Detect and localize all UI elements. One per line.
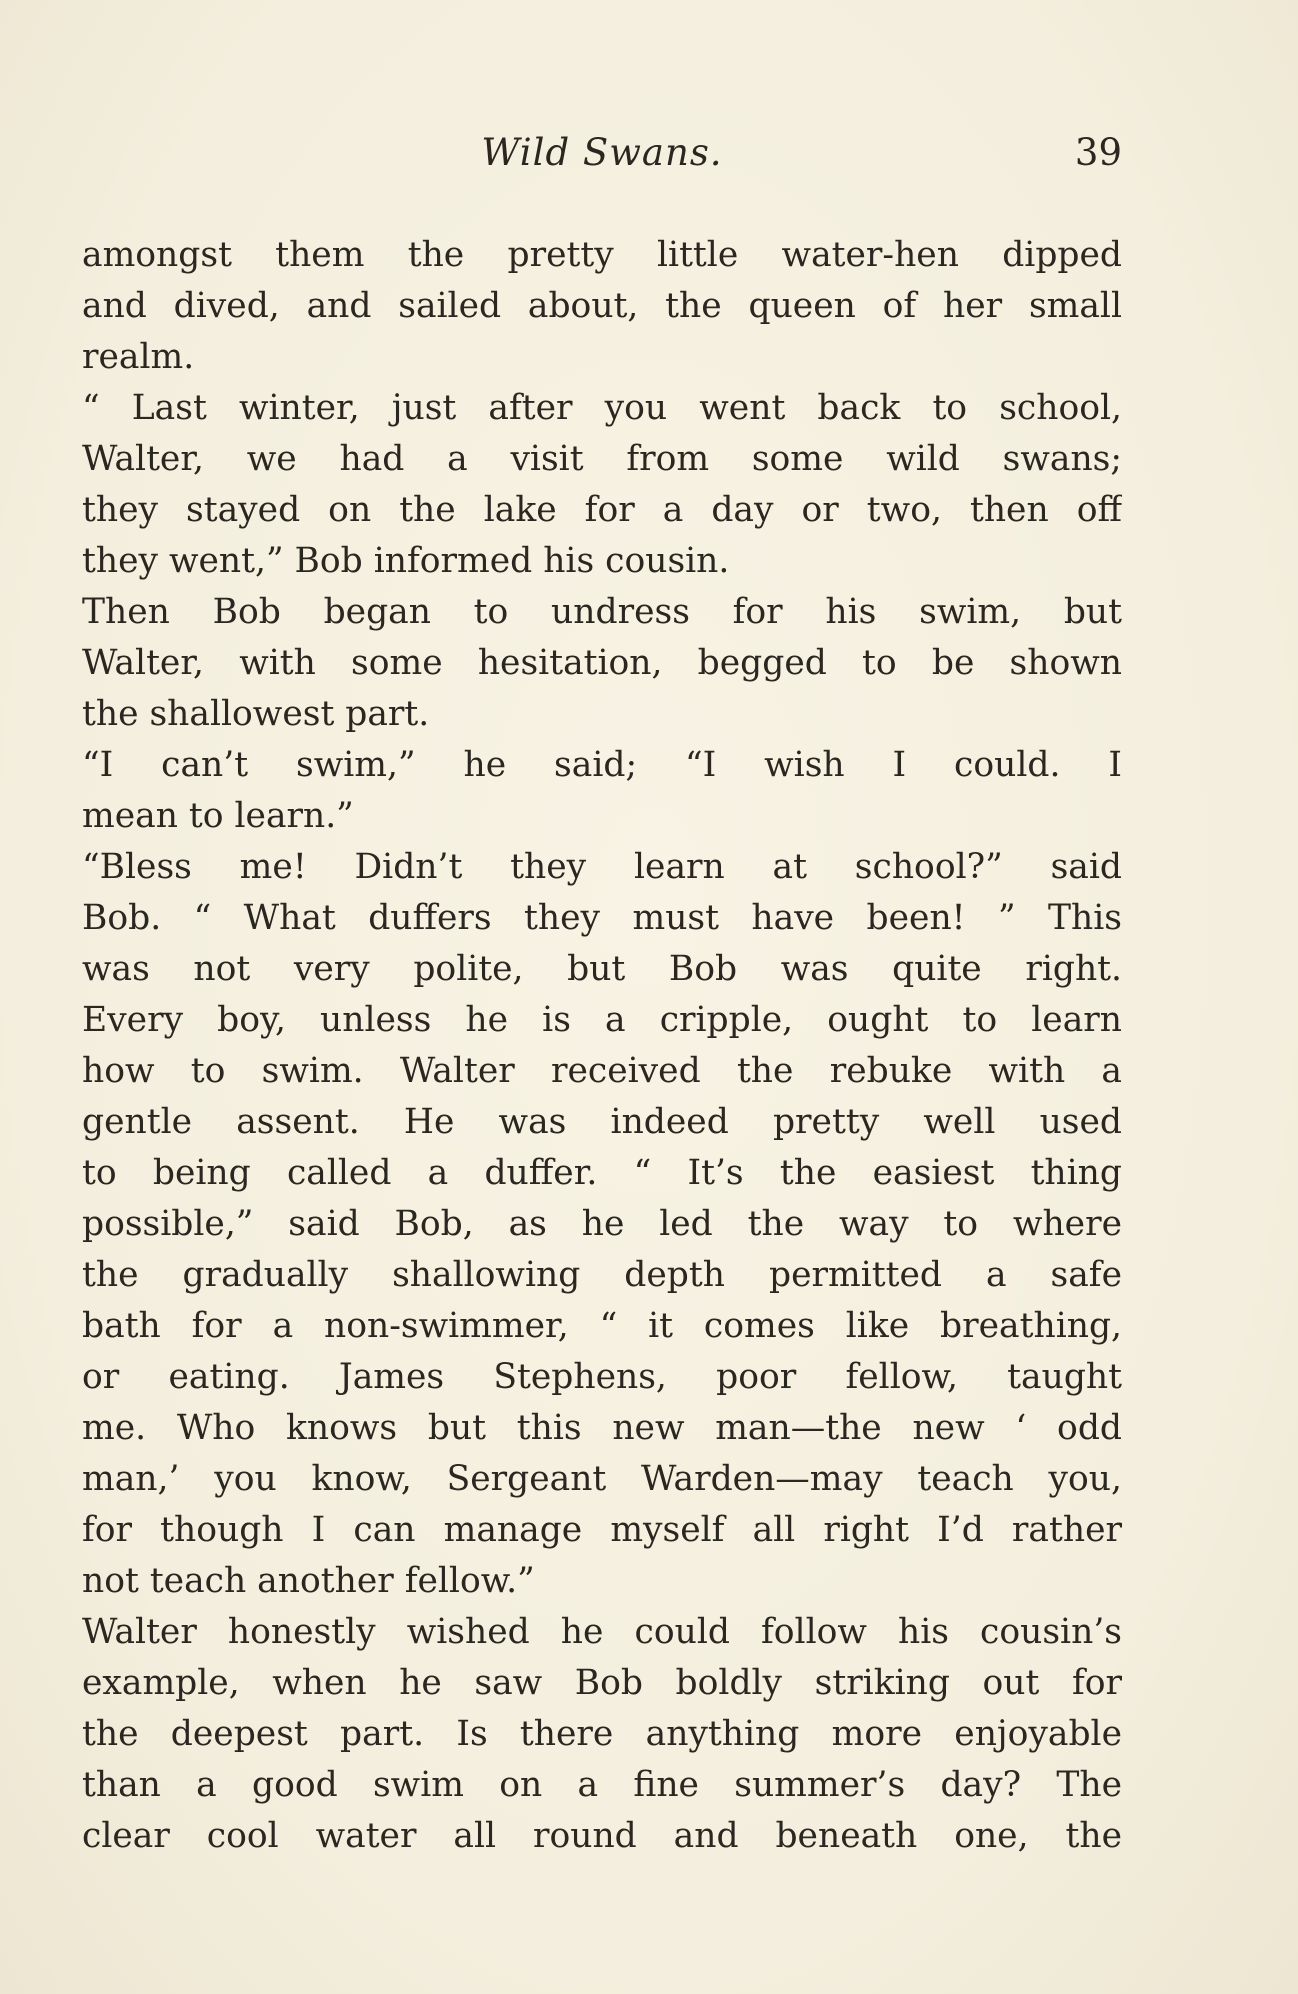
text-line: bath for a non-swimmer, “ it comes like breathing,: [82, 1306, 1122, 1346]
text-line: was not very polite, but Bob was quite right.: [82, 949, 1122, 989]
text-line: the gradually shallowing depth permitted a safe: [82, 1255, 1122, 1295]
text-line: not teach another fellow.”: [82, 1561, 535, 1601]
text-line: the shallowest part.: [82, 694, 430, 734]
text-line: amongst them the pretty little water-hen dipped: [82, 235, 1122, 275]
text-line: to being called a duffer. “ It’s the easiest thing: [82, 1153, 1122, 1193]
body-text: [82, 230, 1122, 1862]
text-line: mean to learn.”: [82, 796, 354, 836]
text-line: they stayed on the lake for a day or two, then off: [82, 490, 1122, 530]
text-line: me. Who knows but this new man—the new ‘ odd: [82, 1408, 1122, 1448]
text-line: and dived, and sailed about, the queen of her small: [82, 286, 1122, 326]
text-line: possible,” said Bob, as he led the way to where: [82, 1204, 1122, 1244]
text-line: than a good swim on a fine summer’s day? The: [82, 1765, 1122, 1805]
text-line: Walter honestly wished he could follow his cousin’s: [82, 1612, 1122, 1652]
page-header: [82, 128, 1122, 178]
text-line: Walter, with some hesitation, begged to be shown: [82, 643, 1122, 683]
text-line: how to swim. Walter received the rebuke with a: [82, 1051, 1122, 1091]
text-line: clear cool water all round and beneath one, the: [82, 1816, 1122, 1856]
text-line: man,’ you know, Sergeant Warden—may teach you,: [82, 1459, 1122, 1499]
page-number: 39: [1074, 131, 1122, 174]
text-line: Then Bob began to undress for his swim, but: [82, 592, 1122, 632]
text-line: Every boy, unless he is a cripple, ought to learn: [82, 1000, 1122, 1040]
text-line: “ Last winter, just after you went back to school,: [82, 388, 1122, 428]
running-title: Wild Swans.: [481, 131, 723, 174]
text-line: for though I can manage myself all right I’d rather: [82, 1510, 1122, 1550]
text-line: “I can’t swim,” he said; “I wish I could. I: [82, 745, 1122, 785]
text-line: “Bless me! Didn’t they learn at school?” said: [82, 847, 1122, 887]
text-line: they went,” Bob informed his cousin.: [82, 541, 730, 581]
text-line: example, when he saw Bob boldly striking out for: [82, 1663, 1122, 1703]
text-line: realm.: [82, 337, 195, 377]
text-line: Bob. “ What duffers they must have been! ” This: [82, 898, 1122, 938]
text-line: the deepest part. Is there anything more enjoyable: [82, 1714, 1122, 1754]
text-line: Walter, we had a visit from some wild swans;: [82, 439, 1122, 479]
text-line: or eating. James Stephens, poor fellow, taught: [82, 1357, 1122, 1397]
text-line: gentle assent. He was indeed pretty well used: [82, 1102, 1122, 1142]
